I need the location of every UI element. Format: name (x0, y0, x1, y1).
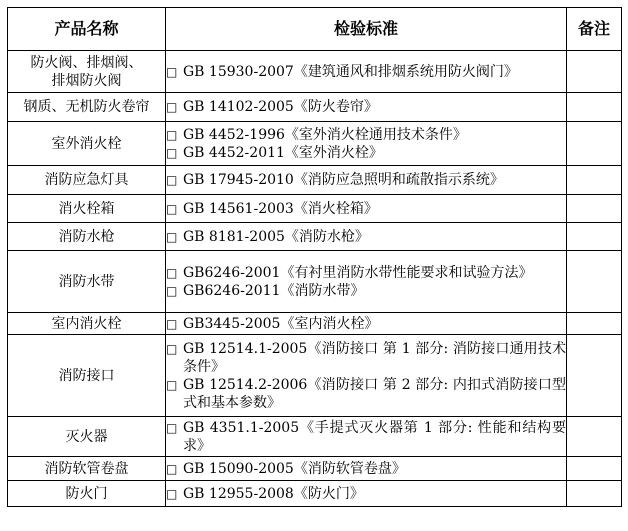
note-cell (567, 417, 622, 457)
table-row (8, 251, 622, 313)
product-name-cell: 消防应急灯具 (8, 166, 166, 195)
standard-item (166, 315, 566, 333)
standard-item (166, 200, 566, 218)
checkbox-icon[interactable]: □ (166, 341, 178, 356)
table-row (8, 93, 622, 122)
checkbox-icon[interactable]: □ (166, 377, 178, 392)
standard-cell (166, 166, 567, 195)
standard-item (166, 460, 566, 478)
header-row (8, 8, 622, 51)
note-cell (567, 457, 622, 481)
standard-text: GB 12514.1-2005《消防接口 第 1 部分: 消防接口通用技术条件》 (183, 340, 566, 375)
product-name-cell: 室外消火栓 (8, 122, 166, 166)
table-row (8, 457, 622, 481)
standard-item (166, 126, 566, 144)
standard-item (166, 340, 566, 376)
standard-text: GB 14561-2003《消火栓箱》 (183, 200, 378, 217)
checkbox-icon[interactable]: □ (166, 283, 178, 298)
checkbox-icon[interactable]: □ (166, 173, 178, 187)
checkbox-icon[interactable]: □ (166, 145, 178, 160)
product-name-line: 防火阀、排烟阀、 (30, 54, 143, 71)
note-cell (567, 51, 622, 93)
standard-item (166, 485, 566, 503)
table-row (8, 313, 622, 335)
standard-text: GB 8181-2005《消防水枪》 (183, 228, 369, 245)
standard-item (166, 376, 566, 412)
standard-cell (166, 195, 567, 223)
standard-item (166, 171, 566, 189)
product-name-cell: 室内消火栓 (8, 313, 166, 335)
standard-item (166, 419, 566, 455)
standard-item (166, 98, 566, 116)
checkbox-icon[interactable]: □ (166, 201, 178, 216)
standard-text: GB3445-2005《室内消火栓》 (183, 315, 379, 332)
standard-cell (166, 417, 567, 457)
checkbox-icon[interactable]: □ (166, 100, 178, 114)
checkbox-icon[interactable]: □ (166, 127, 178, 142)
product-name-line: 排烟防火阀 (51, 72, 122, 89)
standard-text: GB 15090-2005《消防软管卷盘》 (183, 460, 406, 477)
product-name-cell: 灭火器 (8, 417, 166, 457)
product-name-cell: 消防水带 (8, 251, 166, 313)
checkbox-icon[interactable]: □ (166, 420, 178, 435)
standard-cell (166, 335, 567, 417)
inspection-standards-table (7, 7, 622, 507)
note-cell (567, 251, 622, 313)
header-note: 备注 (567, 8, 622, 51)
standard-text: GB 15930-2007《建筑通风和排烟系统用防火阀门》 (183, 63, 518, 80)
table-row (8, 166, 622, 195)
standard-cell (166, 93, 567, 122)
standard-text: GB 17945-2010《消防应急照明和疏散指示系统》 (183, 172, 504, 188)
standard-cell (166, 481, 567, 507)
standard-text: GB6246-2001《有衬里消防水带性能要求和试验方法》 (183, 264, 533, 281)
table-row (8, 481, 622, 507)
standard-text: GB 4452-2011《室外消火栓》 (183, 144, 383, 161)
table-row (8, 122, 622, 166)
standard-item (166, 144, 566, 162)
checkbox-icon[interactable]: □ (166, 64, 178, 79)
product-name-cell (8, 51, 166, 93)
checkbox-icon[interactable]: □ (166, 316, 178, 331)
standard-text: GB 4351.1-2005《手提式灭火器第 1 部分: 性能和结构要求》 (183, 419, 566, 454)
standard-text: GB 14102-2005《防火卷帘》 (183, 99, 378, 115)
standard-cell (166, 313, 567, 335)
checkbox-icon[interactable]: □ (166, 265, 178, 280)
checkbox-icon[interactable]: □ (166, 229, 178, 244)
note-cell (567, 335, 622, 417)
header-product-name: 产品名称 (8, 8, 166, 51)
note-cell (567, 166, 622, 195)
standard-cell (166, 51, 567, 93)
standard-cell (166, 122, 567, 166)
standard-cell (166, 251, 567, 313)
product-name-cell: 消防软管卷盘 (8, 457, 166, 481)
standard-item (166, 228, 566, 246)
note-cell (567, 481, 622, 507)
product-name-cell: 防火门 (8, 481, 166, 507)
standard-text: GB 12514.2-2006《消防接口 第 2 部分: 内扣式消防接口型式和基本参数》 (183, 376, 566, 411)
table-row (8, 223, 622, 251)
note-cell (567, 122, 622, 166)
standard-item (166, 264, 566, 282)
standard-text: GB6246-2011《消防水带》 (183, 282, 365, 299)
standard-text: GB 12955-2008《防火门》 (183, 485, 364, 502)
checkbox-icon[interactable]: □ (166, 486, 178, 501)
table-row (8, 335, 622, 417)
standard-text: GB 4452-1996《室外消火栓通用技术条件》 (183, 126, 467, 143)
note-cell (567, 313, 622, 335)
table-row (8, 195, 622, 223)
standard-cell (166, 223, 567, 251)
product-name-cell: 消防接口 (8, 335, 166, 417)
note-cell (567, 223, 622, 251)
note-cell (567, 93, 622, 122)
table-row (8, 51, 622, 93)
product-name-cell: 钢质、无机防火卷帘 (8, 93, 166, 122)
checkbox-icon[interactable]: □ (166, 461, 178, 476)
product-name-cell: 消火栓箱 (8, 195, 166, 223)
header-inspection-standard: 检验标准 (166, 8, 567, 51)
standard-cell (166, 457, 567, 481)
table-row (8, 417, 622, 457)
standard-item (166, 282, 566, 300)
standard-item (166, 63, 566, 81)
note-cell (567, 195, 622, 223)
product-name-cell: 消防水枪 (8, 223, 166, 251)
